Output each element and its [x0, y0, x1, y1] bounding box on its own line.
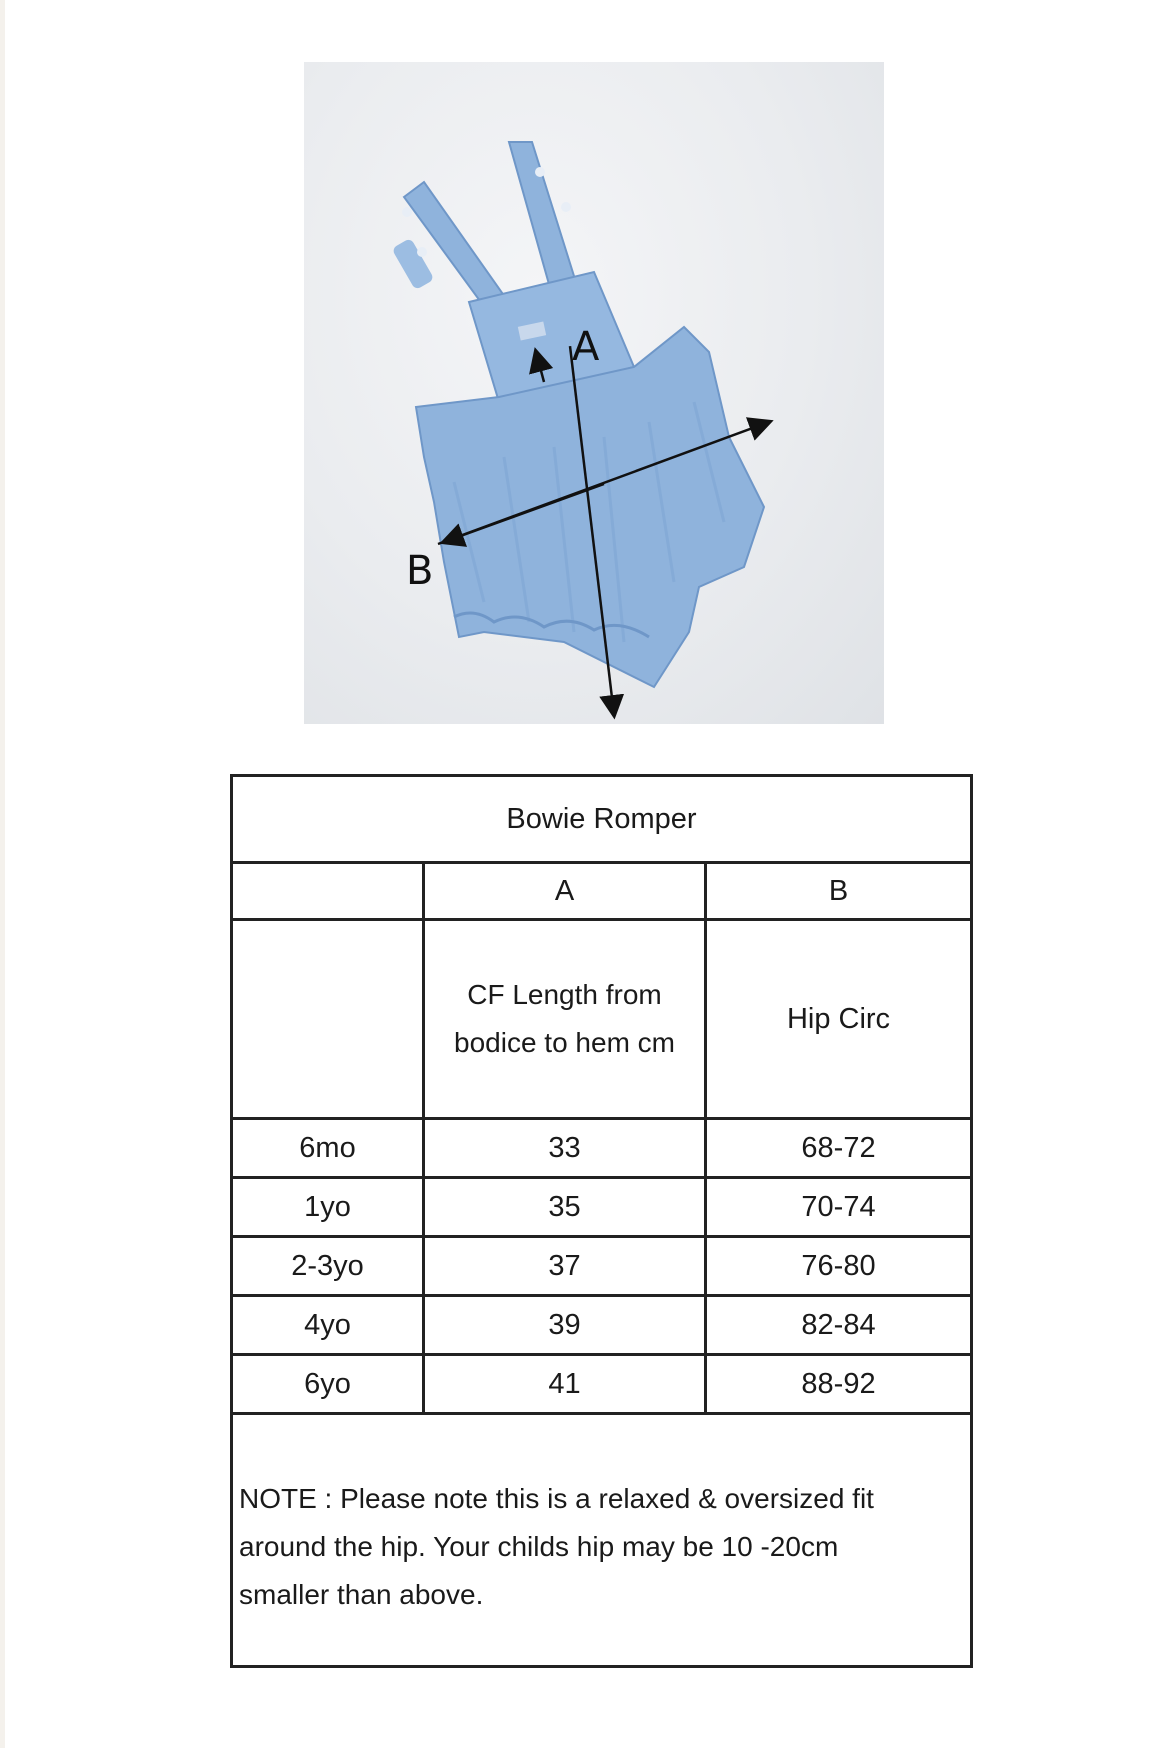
a-value-cell: 35	[424, 1178, 706, 1237]
fit-note	[239, 1475, 962, 1619]
size-cell: 4yo	[232, 1296, 424, 1355]
romper-illustration	[304, 62, 884, 724]
a-value-cell: 41	[424, 1355, 706, 1414]
left-strap-buckle	[391, 238, 434, 291]
label-b: B	[406, 548, 434, 594]
label-a: A	[572, 324, 600, 370]
note-line2: around the hip. Your childs hip may be 10 -20cm	[239, 1531, 839, 1562]
col-b-description: Hip Circ	[706, 920, 972, 1119]
table-title: Bowie Romper	[232, 776, 972, 863]
romper-photo	[304, 62, 884, 724]
note-line3: smaller than above.	[239, 1579, 484, 1610]
b-value-cell: 68-72	[706, 1119, 972, 1178]
b-value-cell: 76-80	[706, 1237, 972, 1296]
left-button2-icon	[417, 247, 427, 257]
empty-header-cell	[232, 863, 424, 920]
size-cell: 6mo	[232, 1119, 424, 1178]
a-value-cell: 39	[424, 1296, 706, 1355]
table-row	[232, 1237, 972, 1296]
table-row	[232, 1296, 972, 1355]
col-a-header: A	[424, 863, 706, 920]
right-button-icon	[535, 167, 545, 177]
a-value-cell: 33	[424, 1119, 706, 1178]
a-value-cell: 37	[424, 1237, 706, 1296]
note-line1: NOTE : Please note this is a relaxed & oversized fit	[239, 1483, 874, 1514]
col-b-header: B	[706, 863, 972, 920]
empty-desc-cell	[232, 920, 424, 1119]
left-edge-strip	[0, 0, 5, 1748]
description-row	[232, 920, 972, 1119]
size-chart-table	[230, 774, 973, 1668]
b-value-cell: 88-92	[706, 1355, 972, 1414]
desc-a-line1: CF Length from	[467, 979, 662, 1010]
table-row	[232, 1119, 972, 1178]
table-row	[232, 1355, 972, 1414]
b-value-cell: 70-74	[706, 1178, 972, 1237]
header-row	[232, 863, 972, 920]
note-cell	[232, 1414, 972, 1667]
desc-a-line2: bodice to hem cm	[454, 1027, 675, 1058]
size-cell: 1yo	[232, 1178, 424, 1237]
size-cell: 6yo	[232, 1355, 424, 1414]
b-value-cell: 82-84	[706, 1296, 972, 1355]
size-cell: 2-3yo	[232, 1237, 424, 1296]
right-button2-icon	[561, 202, 571, 212]
left-button-icon	[402, 207, 412, 217]
table-row	[232, 1178, 972, 1237]
col-a-description	[424, 920, 706, 1119]
